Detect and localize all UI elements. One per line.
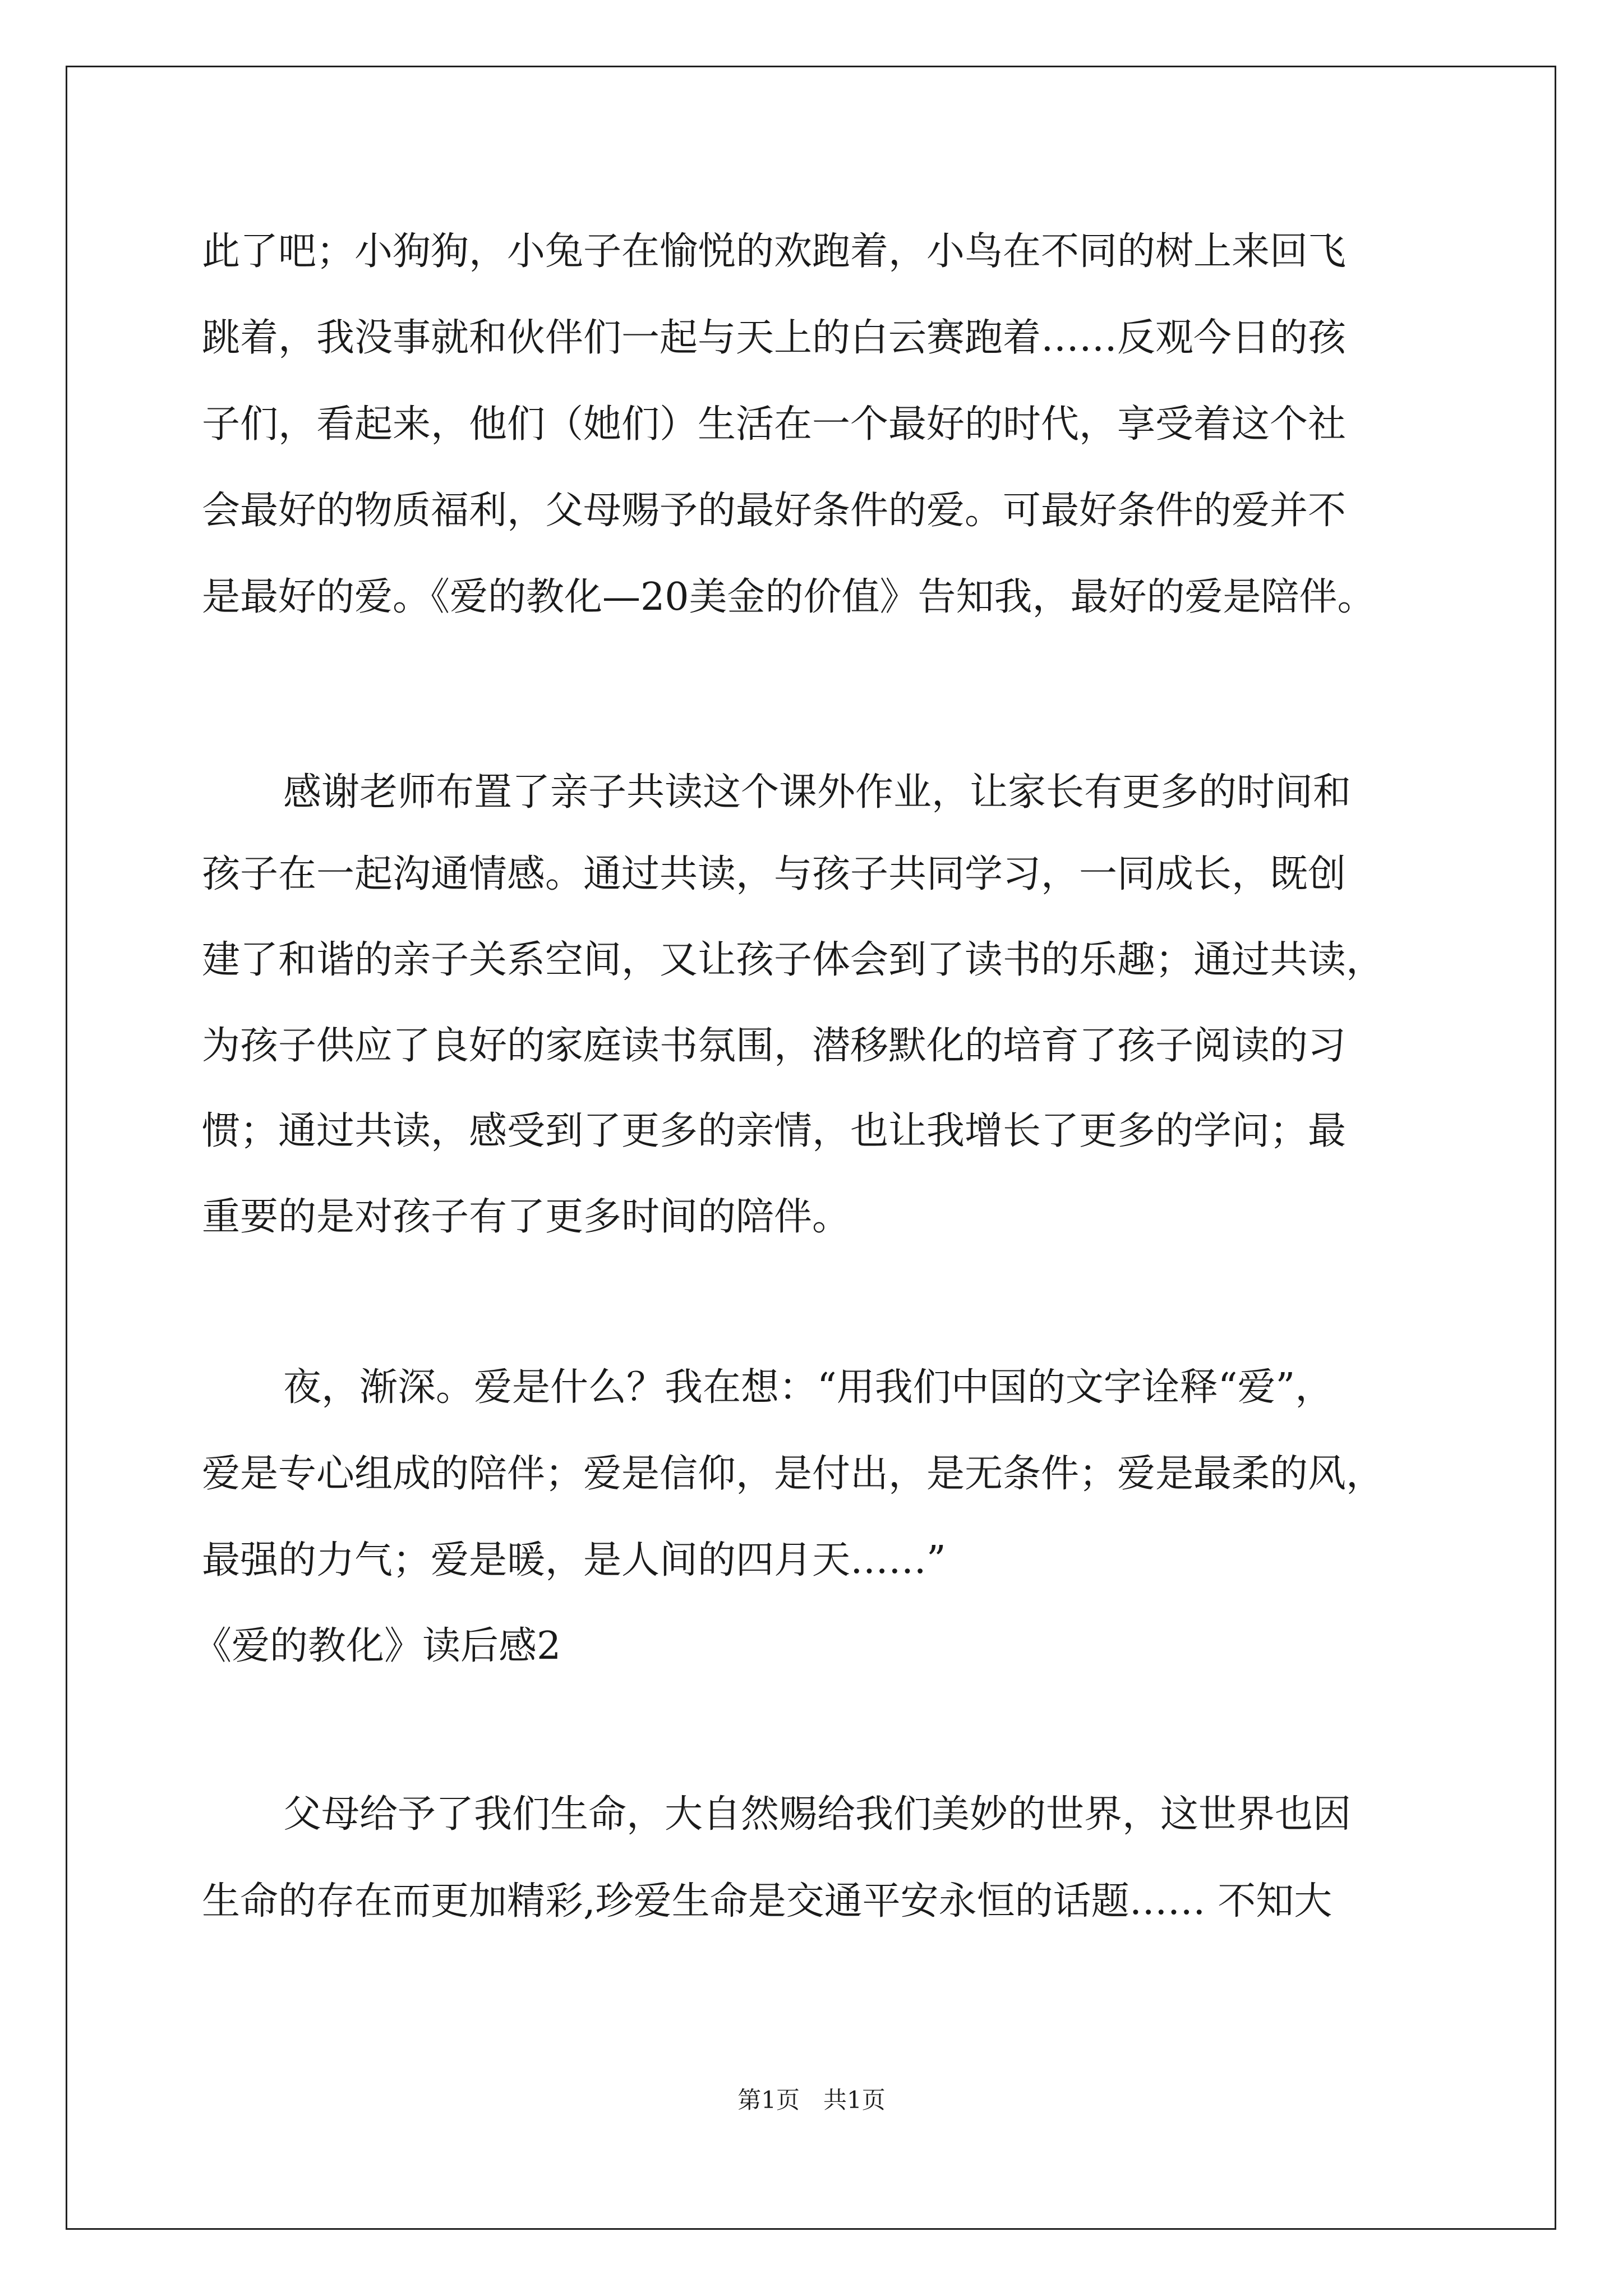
text-line: 会最好的物质福利，父母赐予的最好条件的爱。可最好条件的爱并不 bbox=[202, 489, 1347, 533]
text-line: 生命的存在而更加精彩,珍爱生命是交通平安永恒的话题…… 不知大 bbox=[202, 1879, 1332, 1924]
text-line: 为孩子供应了良好的家庭读书氛围，潜移默化的培育了孩子阅读的习 bbox=[202, 1024, 1347, 1068]
text-line: 重要的是对孩子有了更多时间的陪伴。 bbox=[202, 1195, 851, 1239]
page-footer: 第1页 共1页 bbox=[737, 2086, 886, 2114]
paragraph-start-line: 感谢老师布置了亲子共读这个课外作业，让家长有更多的时间和 bbox=[283, 770, 1352, 815]
paragraph-start-line: 父母给予了我们生命，大自然赐给我们美妙的世界，这世界也因 bbox=[283, 1792, 1352, 1837]
text-line: 建了和谐的亲子关系空间，又让孩子体会到了读书的乐趣；通过共读， bbox=[202, 938, 1385, 982]
text-line: 此了吧；小狗狗，小兔子在愉悦的欢跑着，小鸟在不同的树上来回飞 bbox=[202, 229, 1347, 274]
text-line: 是最好的爱。《爱的教化—20美金的价值》告知我，最好的爱是陪伴。 bbox=[202, 575, 1376, 619]
text-line: 跳着，我没事就和伙伴们一起与天上的白云赛跑着……反观今日的孩 bbox=[202, 316, 1347, 360]
section-heading: 《爱的教化》读后感2 bbox=[193, 1624, 561, 1668]
text-line: 孩子在一起沟通情感。通过共读，与孩子共同学习，一同成长，既创 bbox=[202, 852, 1347, 896]
paragraph-start-line: 夜，渐深。爱是什么？我在想：“用我们中国的文字诠释“爱”， bbox=[283, 1365, 1334, 1410]
text-line: 爱是专心组成的陪伴；爱是信仰，是付出，是无条件；爱是最柔的风， bbox=[202, 1452, 1385, 1496]
text-line: 子们，看起来，他们（她们）生活在一个最好的时代，享受着这个社 bbox=[202, 402, 1347, 447]
text-line: 最强的力气；爱是暖，是人间的四月天……” bbox=[202, 1538, 946, 1582]
text-line: 惯；通过共读，感受到了更多的亲情，也让我增长了更多的学问；最 bbox=[202, 1109, 1347, 1153]
